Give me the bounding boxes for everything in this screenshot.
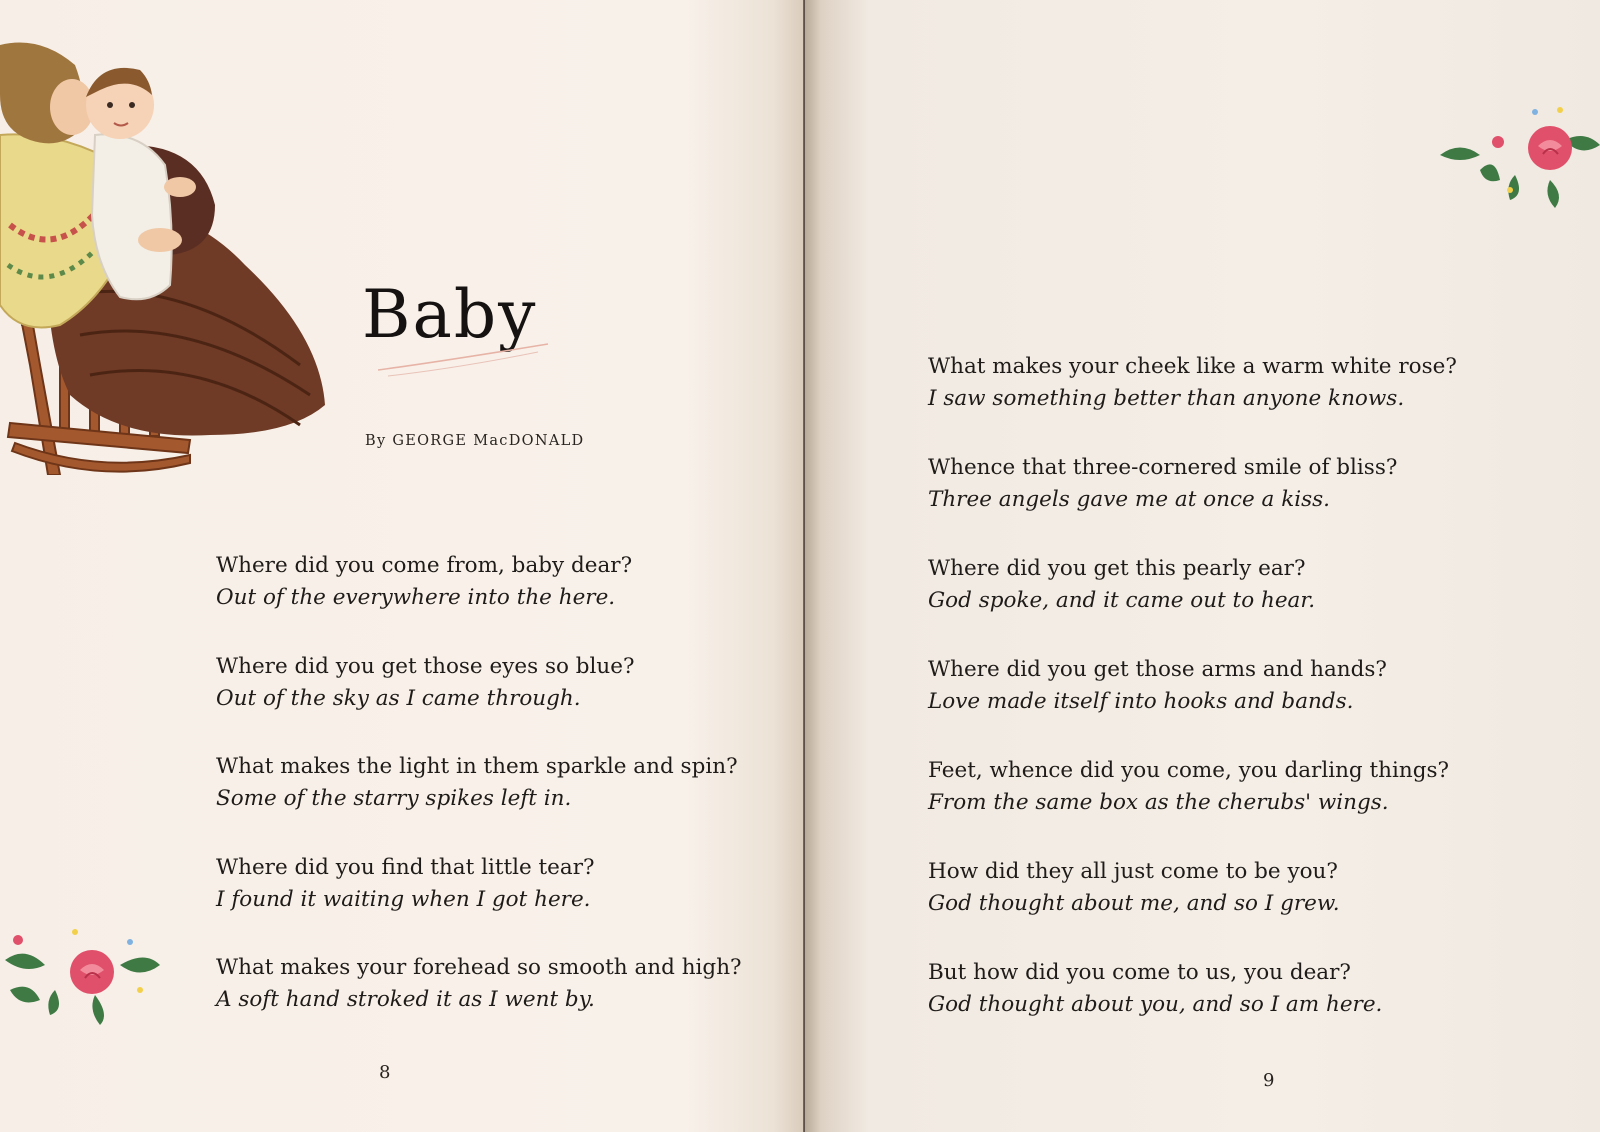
question-line: Where did you get those arms and hands? [928, 657, 1387, 682]
stanza [928, 856, 1340, 920]
stanza [216, 952, 742, 1016]
rose-decoration-right [1440, 100, 1600, 210]
question-line: Where did you come from, baby dear? [216, 553, 633, 578]
question-line: Whence that three-cornered smile of bliss? [928, 455, 1398, 480]
stanza [928, 957, 1382, 1021]
answer-line: God thought about me, and so I grew. [928, 891, 1340, 916]
stanza [928, 351, 1457, 415]
answer-line: From the same box as the cherubs' wings. [928, 790, 1389, 815]
answer-line: I saw something better than anyone knows. [928, 386, 1405, 411]
stanza [928, 654, 1387, 718]
question-line: What makes the light in them sparkle and spin? [216, 754, 738, 779]
mother-and-baby-illustration [0, 35, 330, 475]
title-swash-decoration [378, 342, 558, 382]
page-number: 8 [379, 1062, 391, 1083]
answer-line: Love made itself into hooks and bands. [928, 689, 1354, 714]
poem-title: Baby [362, 276, 538, 353]
right-page [805, 0, 1600, 1132]
stanza [216, 852, 595, 916]
stanza [928, 755, 1449, 819]
answer-line: Out of the everywhere into the here. [216, 585, 616, 610]
answer-line: Some of the starry spikes left in. [216, 786, 572, 811]
poem-author: By GEORGE MacDONALD [365, 433, 585, 449]
question-line: Where did you get this pearly ear? [928, 556, 1306, 581]
page-number: 9 [1263, 1070, 1275, 1091]
question-line: Where did you find that little tear? [216, 855, 595, 880]
question-line: What makes your forehead so smooth and high? [216, 955, 742, 980]
stanza [216, 751, 738, 815]
question-line: How did they all just come to be you? [928, 859, 1338, 884]
answer-line: Out of the sky as I came through. [216, 686, 581, 711]
answer-line: I found it waiting when I got here. [216, 887, 591, 912]
answer-line: A soft hand stroked it as I went by. [216, 987, 595, 1012]
stanza [928, 553, 1315, 617]
rose-decoration-left [0, 920, 165, 1030]
answer-line: God spoke, and it came out to hear. [928, 588, 1316, 613]
question-line: But how did you come to us, you dear? [928, 960, 1351, 985]
question-line: What makes your cheek like a warm white rose? [928, 354, 1457, 379]
answer-line: God thought about you, and so I am here. [928, 992, 1383, 1017]
stanza [216, 651, 635, 715]
answer-line: Three angels gave me at once a kiss. [928, 487, 1331, 512]
question-line: Feet, whence did you come, you darling things? [928, 758, 1450, 783]
question-line: Where did you get those eyes so blue? [216, 654, 635, 679]
stanza [928, 452, 1397, 516]
stanza [216, 550, 632, 614]
